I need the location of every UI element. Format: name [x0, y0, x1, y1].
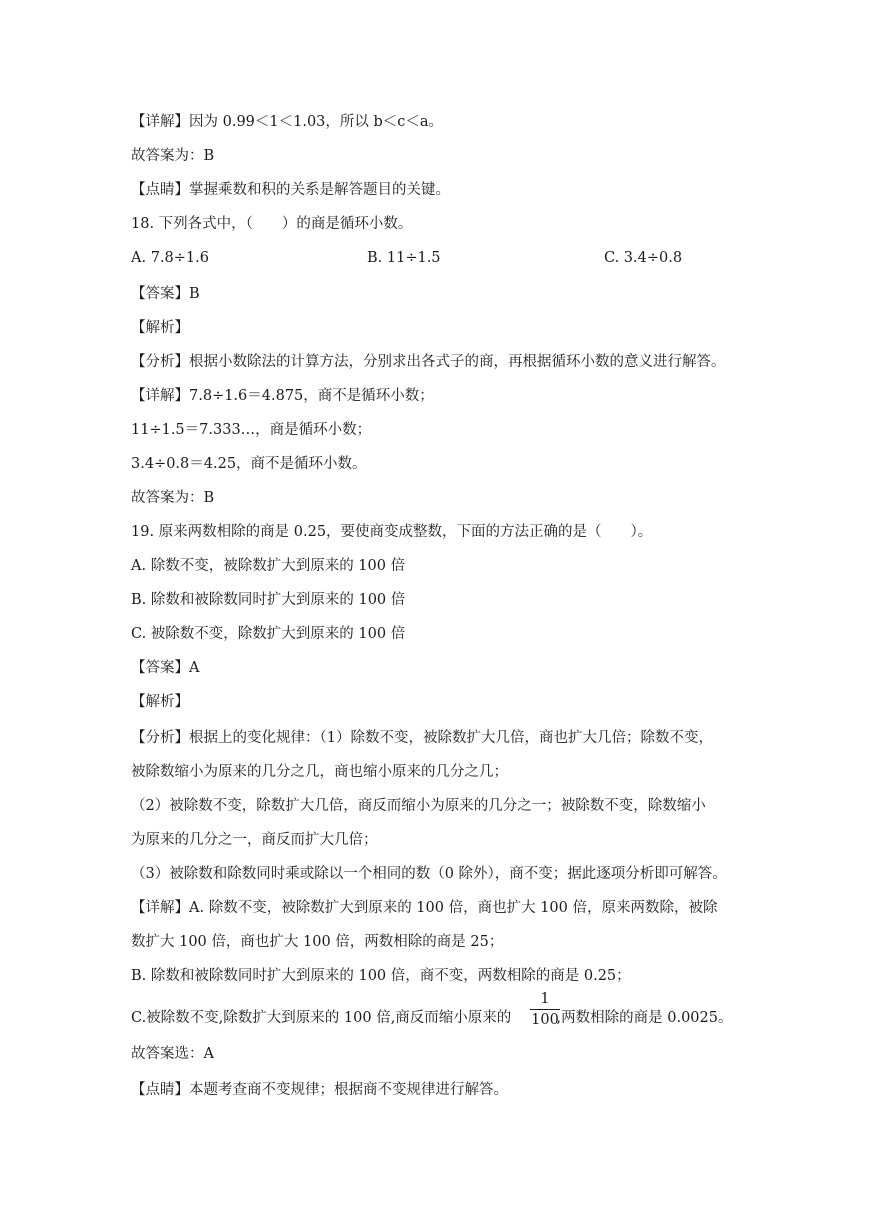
detail-19-line-2: 数扩大 100 倍，商也扩大 100 倍，两数相除的商是 25； — [131, 934, 504, 950]
c-line-after: ,两数相除的商是 0.0025。 — [556, 1010, 733, 1026]
comment-line-17: 【点睛】掌握乘数和积的关系是解答题目的关键。 — [131, 182, 450, 198]
answer-19: 【答案】A — [131, 660, 200, 676]
fraction-bar — [530, 1009, 560, 1010]
answer-summary-19: 故答案选：A — [131, 1046, 214, 1062]
q19-option-a: A. 除数不变，被除数扩大到原来的 100 倍 — [131, 558, 406, 574]
detail-18-line-1: 【详解】7.8÷1.6＝4.875，商不是循环小数； — [131, 388, 434, 404]
analysis-heading-19: 【解析】 — [131, 694, 189, 710]
q18-option-b: B. 11÷1.5 — [367, 250, 441, 266]
answer-summary-18: 故答案为：B — [131, 490, 215, 506]
q19-option-b: B. 除数和被除数同时扩大到原来的 100 倍 — [131, 592, 406, 608]
analysis-19-line-4: 为原来的几分之一，商反而扩大几倍； — [131, 832, 378, 848]
detail-19-line-3: B. 除数和被除数同时扩大到原来的 100 倍，商不变，两数相除的商是 0.25； — [131, 968, 631, 984]
answer-summary-17: 故答案为：B — [131, 148, 215, 164]
comment-line-19: 【点睛】本题考查商不变规律；根据商不变规律进行解答。 — [131, 1082, 508, 1098]
q19-option-c: C. 被除数不变，除数扩大到原来的 100 倍 — [131, 626, 406, 642]
fraction-denominator: 100 — [531, 1012, 559, 1028]
analysis-18: 【分析】根据小数除法的计算方法，分别求出各式子的商，再根据循环小数的意义进行解答。 — [131, 354, 726, 370]
detail-19-line-1: 【详解】A. 除数不变，被除数扩大到原来的 100 倍，商也扩大 100 倍，原来两数除，被除 — [131, 900, 718, 916]
detail-19-line-4 — [131, 1008, 733, 1028]
c-line-before: C.被除数不变,除数扩大到原来的 100 倍,商反而缩小原来的 — [131, 1010, 512, 1026]
detail-18-line-2: 11÷1.5＝7.333…，商是循环小数； — [131, 422, 372, 438]
detail-18-line-3: 3.4÷0.8＝4.25，商不是循环小数。 — [131, 456, 367, 472]
question-18: 18. 下列各式中，（ ）的商是循环小数。 — [131, 216, 413, 232]
fraction-numerator: 1 — [540, 991, 550, 1007]
analysis-19-line-1: 【分析】根据上的变化规律：（1）除数不变，被除数扩大几倍，商也扩大几倍；除数不变， — [131, 730, 713, 746]
analysis-19-line-5: （3）被除数和除数同时乘或除以一个相同的数（0 除外），商不变；据此逐项分析即可解答。 — [131, 866, 727, 882]
q18-option-c: C. 3.4÷0.8 — [604, 250, 683, 266]
analysis-19-line-2: 被除数缩小为原来的几分之几，商也缩小原来的几分之几； — [131, 764, 508, 780]
answer-18: 【答案】B — [131, 286, 200, 302]
q18-option-a: A. 7.8÷1.6 — [131, 250, 209, 266]
analysis-heading-18: 【解析】 — [131, 320, 189, 336]
fraction-one-hundredth — [530, 990, 560, 1029]
detail-line-17: 【详解】因为 0.99＜1＜1.03，所以 b＜c＜a。 — [131, 114, 444, 130]
question-19: 19. 原来两数相除的商是 0.25，要使商变成整数，下面的方法正确的是（ ）。 — [131, 524, 653, 540]
analysis-19-line-3: （2）被除数不变，除数扩大几倍，商反而缩小为原来的几分之一；被除数不变，除数缩小 — [131, 798, 706, 814]
